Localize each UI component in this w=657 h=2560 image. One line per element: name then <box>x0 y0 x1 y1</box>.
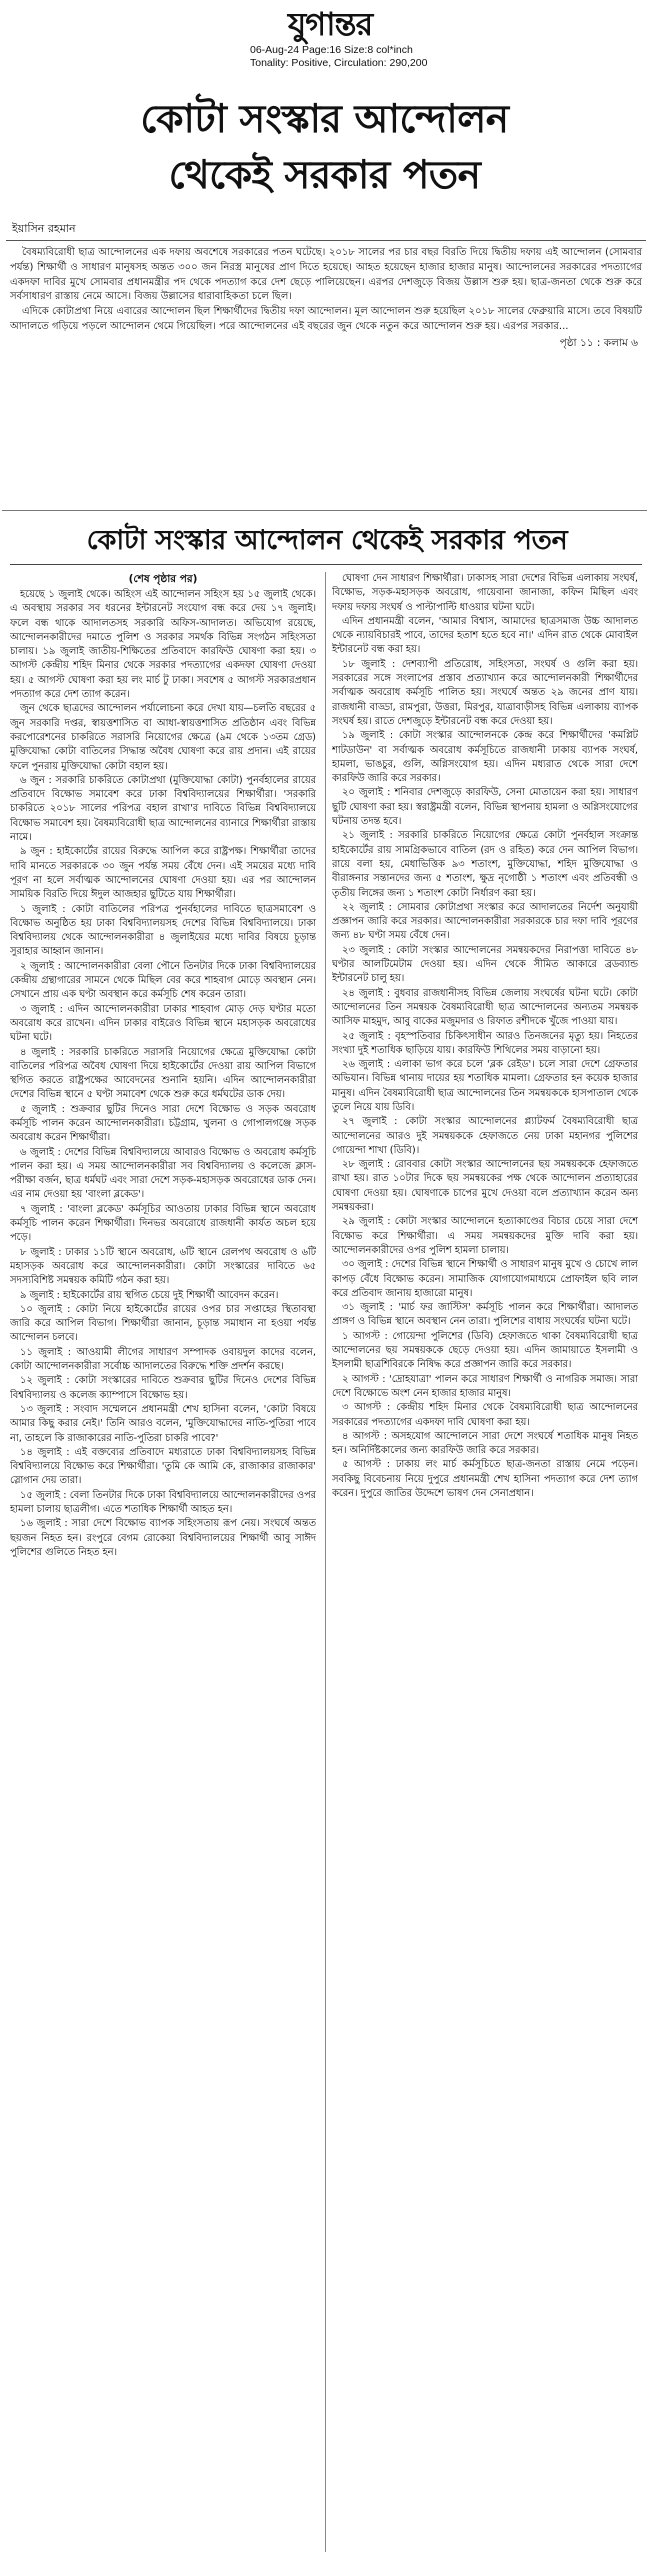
continued-label: (শেষ পৃষ্ঠার পর) <box>128 573 198 585</box>
article-paragraph: ২৪ জুলাই : বুধবার রাজধানীসহ বিভিন্ন জেলায় সংঘর্ষের ঘটনা ঘটে। কোটা আন্দোলনের তিন সমন্বয়ক বৈষম্যবিরোধী ছাত্র আন্দোলনের অন্যতম সমন্বয়ক আসিফ মাহমুদ, আবু বাকের মজুমদার ও রিফাত রশীদকে খুঁজে পাওয়া যায়। <box>332 987 638 1028</box>
article-paragraph: ১ জুলাই : কোটা বাতিলের পরিপত্র পুনর্বহালের দাবিতে ছাত্রসমাবেশ ও বিক্ষোভ অনুষ্ঠিত হয় ঢাকা বিশ্ববিদ্যালয়সহ দেশের বিভিন্ন বিশ্ববিদ্যালয়ে। ঢাকা বিশ্ববিদ্যালয় থেকে আন্দোলনকারীরা ৪ জুলাইয়ের মধ্যে দাবির বিষয়ে চূড়ান্ত সুরাহার আহ্বান জানান। <box>10 903 316 958</box>
article-paragraph: ৬ জুন : সরকারি চাকরিতে কোটাপ্রথা (মুক্তিযোদ্ধা কোটা) পুনর্বহালের রায়ের প্রতিবাদে বিক্ষোভ সমাবেশ করে ঢাকা বিশ্ববিদ্যালয়ের শিক্ষার্থীরা। 'সরকারি চাকরিতে ২০১৮ সালের পরিপত্র বহাল রাখা'র দাবিতে বিভিন্ন বিশ্ববিদ্যালয়ে বিক্ষোভ সমাবেশ হয়। বৈষম্যবিরোধী ছাত্র আন্দোলনের ব্যানারে শিক্ষার্থীরা রাস্তায় নামে। <box>10 774 316 844</box>
front-headline-line1: কোটা সংস্কার আন্দোলন <box>140 97 509 142</box>
article-paragraph: ৭ জুলাই : 'বাংলা ব্লকেড' কর্মসূচির আওতায় ঢাকার বিভিন্ন স্থানে অবরোধ কর্মসূচি পালন করেন শিক্ষার্থীরা। দিনভর অবরোধে রাজধানী কার্যত অচল হয়ে পড়ে। <box>10 1203 316 1244</box>
article-paragraph: ২২ জুলাই : সোমবার কোটাপ্রথা সংস্কার করে আদালতের নির্দেশ অনুযায়ী প্রজ্ঞাপন জারি করে সরকার। আন্দোলনকারীরা সরকারকে চার দফা দাবি পূরণের জন্য ৪৮ ঘণ্টা সময় বেঁধে দেন। <box>332 901 638 942</box>
front-lead-text <box>10 246 642 349</box>
article-column-right <box>332 572 638 2552</box>
continue-mark: পৃষ্ঠা ১১ : কলাম ৬ <box>559 336 638 349</box>
continuation-clip <box>2 520 647 2556</box>
front-headline-line2: থেকেই সরকার পতন <box>168 153 481 198</box>
front-paragraph: বৈষম্যবিরোধী ছাত্র আন্দোলনের এক দফায় অবশেষে সরকারের পতন ঘটেছে। ২০১৮ সালের পর চার বছর বিরতি দিয়ে দ্বিতীয় দফায় এই আন্দোলন (সোমবার পর্যন্ত) শিক্ষার্থী ও সাধারণ মানুষসহ অন্তত ৩০০ জন নিরস্ত্র মানুষের প্রাণ দিতে হয়েছে। আহত হয়েছেন হাজার হাজার মানুষ। আন্দোলনের সরকারের পদত্যাগের একদফা দাবির মুখে সোমবার প্রধানমন্ত্রীর পদ থেকে পদত্যাগ করে দেশ ছেড়ে পালিয়েছেন। এরপর দেশজুড়ে বিজয় উল্লাস শুরু হয়। ছাত্র-জনতা থেকে শুরু করে সর্বসাধারণ রাস্তায় নেমে আসে। বিজয় উল্লাসের ধারাবাহিকতা চলে ছিল। <box>10 247 642 303</box>
article-paragraph: ৯ জুলাই : হাইকোর্টের রায় স্থগিত চেয়ে দুই শিক্ষার্থী আবেদন করেন। <box>20 1289 279 1301</box>
article-paragraph: ২৫ জুলাই : বৃহস্পতিবার চিকিৎসাধীন আরও তিনজনের মৃত্যু হয়। নিহতের সংখ্যা দুই শতাধিক ছাড়িয়ে যায়। কারফিউ শিথিলের সময় বাড়ানো হয়। <box>332 1030 638 1056</box>
article-paragraph: ২ আগস্ট : 'দ্রোহযাত্রা' পালন করে সাধারণ শিক্ষার্থী ও নাগরিক সমাজ। সারা দেশে বিক্ষোভে অংশ নেন হাজার হাজার মানুষ। <box>332 1373 638 1399</box>
front-page-clip <box>2 92 647 511</box>
article-paragraph: এদিন প্রধানমন্ত্রী বলেন, 'আমার বিশ্বাস, আমাদের ছাত্রসমাজ উচ্চ আদালত থেকে ন্যায়বিচারই পাবে, তাদের হতাশ হতে হবে না।' এদিন রাত থেকে মোবাইল ইন্টারনেট বন্ধ করা হয়। <box>332 615 638 656</box>
article-paragraph: ২৩ জুলাই : কোটা সংস্কার আন্দোলনের সমন্বয়কদের নিরাপত্তা দাবিতে ৪৮ ঘণ্টার আলটিমেটাম দেওয়া হয়। এদিন থেকে সীমিত আকারে ব্রডব্যান্ড ইন্টারনেট চালু হয়। <box>332 944 638 985</box>
clipping-meta <box>250 44 510 70</box>
article-paragraph: ২৯ জুলাই : কোটা সংস্কার আন্দোলনে হত্যাকাণ্ডের বিচার চেয়ে সারা দেশে বিক্ষোভ করে শিক্ষার্থীরা। এ সময় সমন্বয়কদের মুক্তি দাবি করা হয়। আন্দোলনকারীদের ওপর পুলিশ হামলা চালায়। <box>332 1216 638 1256</box>
front-headline <box>30 92 620 204</box>
article-paragraph: ১৬ জুলাই : সারা দেশে বিক্ষোভ ব্যাপক সহিংসতায় রূপ নেয়। সংঘর্ষে অন্তত ছয়জন নিহত হন। রংপুরে বেগম রোকেয়া বিশ্ববিদ্যালয়ের শিক্ষার্থী আবু সাঈদ পুলিশের গুলিতে নিহত হন। <box>10 1518 316 1558</box>
clipping-meta-tonality: Tonality: Positive, Circulation: 290,200 <box>250 57 428 69</box>
divider <box>6 240 646 241</box>
article-paragraph: ২৬ জুলাই : এলাকা ভাগ করে চলে 'ব্লক রেইড'। চলে সারা দেশে গ্রেফতার অভিযান। বিভিন্ন থানায় দায়ের হয় শতাধিক মামলা। গ্রেফতার হন কয়েক হাজার মানুষ। এদিন বৈষম্যবিরোধী ছাত্র আন্দোলনের তিন সমন্বয়ককে হাসপাতাল থেকে তুলে নিয়ে যায় ডিবি। <box>332 1059 638 1113</box>
masthead <box>0 0 657 78</box>
article-paragraph: ২০ জুলাই : শনিবার দেশজুড়ে কারফিউ, সেনা মোতায়েন করা হয়। সাধারণ ছুটি ঘোষণা করা হয়। স্বরাষ্ট্রমন্ত্রী বলেন, বিভিন্ন স্থাপনায় হামলা ও অগ্নিসংযোগের ঘটনায় তদন্ত হবে। <box>332 787 638 828</box>
article-paragraph: ৪ জুলাই : সরকারি চাকরিতে সরাসরি নিয়োগের ক্ষেত্রে মুক্তিযোদ্ধা কোটা বাতিলের পরিপত্র অবৈধ ঘোষণা দিয়ে হাইকোর্টের দেওয়া রায় আপিল বিভাগে স্থগিত করতে রাষ্ট্রপক্ষের আবেদনের শুনানি হয়নি। এদিন আন্দোলনকারীরা দেশের বিভিন্ন স্থানে ৫ ঘণ্টা সমাবেশ থেকে শুরু করে ধর্মঘটের ডাক দেয়। <box>10 1046 316 1101</box>
article-paragraph: হয়েছে ১ জুলাই থেকে। অহিংস এই আন্দোলন সহিংস হয় ১৫ জুলাই থেকে। এ অবস্থায় সরকার সব ধরনের ইন্টারনেট সংযোগ বন্ধ করে দেয় ১৭ জুলাই। ফলে বন্ধ থাকে আদালতসহ সরকারি অফিস-আদালত। অভিযোগ রয়েছে, আন্দোলনকারীদের দমাতে পুলিশ ও সরকার সমর্থক বিভিন্ন সংগঠন সহিংসতা চালায়। ১৯ জুলাই জাতীয়-শিক্ষিতের প্রতিবাদে কারফিউ ঘোষণা করা হয়। ৩ আগস্ট কেন্দ্রীয় শহিদ মিনার থেকে সরকার পদত্যাগের একদফা ঘোষণা দেওয়া হয়। ৫ আগস্ট ঘোষণা করা হয় লং মার্চ টু ঢাকা। সবশেষ ৫ আগস্ট সরকারপ্রধান পদত্যাগ করে দেশ ত্যাগ করেন। <box>10 589 316 701</box>
article-paragraph: ৯ জুন : হাইকোর্টের রায়ের বিরুদ্ধে আপিল করে রাষ্ট্রপক্ষ। শিক্ষার্থীরা তাদের দাবি মানতে সরকারকে ৩০ জুন পর্যন্ত সময় বেঁধে দেন। এই সময়ের মধ্যে দাবি পূরণ না হলে সর্বাত্মক আন্দোলনের ঘোষণা দেওয়া হয়। এর পর আন্দোলন সাময়িক বিরতি দিয়ে ঈদুল আজহার ছুটিতে যায় শিক্ষার্থীরা। <box>10 846 316 901</box>
article-paragraph: ১২ জুলাই : কোটা সংস্কারের দাবিতে শুক্রবার ছুটির দিনেও দেশের বিভিন্ন বিশ্ববিদ্যালয় ও কলেজ ক্যাম্পাসে বিক্ষোভ হয়। <box>10 1375 316 1401</box>
article-paragraph: ৩০ জুলাই : দেশের বিভিন্ন স্থানে শিক্ষার্থী ও সাধারণ মানুষ মুখে ও চোখে লাল কাপড় বেঁধে বিক্ষোভ করেন। সামাজিক যোগাযোগমাধ্যমে প্রোফাইল ছবি লাল করে প্রতিবাদ জানায় হাজারো মানুষ। <box>332 1259 638 1299</box>
article-paragraph: ৩ জুলাই : এদিন আন্দোলনকারীরা ঢাকার শাহবাগ মোড় দেড় ঘণ্টার মতো অবরোধ করে রাখেন। এদিন ঢাকার বাইরেও বিভিন্ন স্থানে মহাসড়ক অবরোধের ঘটনা ঘটে। <box>10 1003 316 1044</box>
article-paragraph: ৫ জুলাই : শুক্রবার ছুটির দিনেও সারা দেশে বিক্ষোভ ও সড়ক অবরোধ কর্মসূচি পালন করেন আন্দোলনকারীরা। চট্টগ্রাম, খুলনা ও গোপালগঞ্জে সড়ক অবরোধ করেন শিক্ষার্থীরা। <box>10 1103 316 1144</box>
article-paragraph: ১৮ জুলাই : দেশব্যাপী প্রতিরোধ, সহিংসতা, সংঘর্ষ ও গুলি করা হয়। সরকারের সঙ্গে সংলাপের প্রস্তাব প্রত্যাখ্যান করে আন্দোলনকারী শিক্ষার্থীদের সর্বাত্মক অবরোধ কর্মসূচি পালিত হয়। সংঘর্ষে অন্তত ২৯ জনের প্রাণ যায়। রাজধানী বাড্ডা, রামপুরা, উত্তরা, মিরপুর, যাত্রাবাড়ীসহ বিভিন্ন এলাকায় ব্যাপক সংঘর্ষ হয়। রাতে দেশজুড়ে ইন্টারনেট বন্ধ করে দেওয়া হয়। <box>332 658 638 727</box>
article-paragraph: ঘোষণা দেন সাধারণ শিক্ষার্থীরা। ঢাকাসহ সারা দেশের বিভিন্ন এলাকায় সংঘর্ষ, বিক্ষোভ, সড়ক-মহাসড়ক অবরোধ, গায়েবানা জানাজা, কফিন মিছিল এবং দফায় দফায় সংঘর্ষ ও পাল্টাপাল্টি ধাওয়ার ঘটনা ঘটে। <box>332 573 638 613</box>
article-paragraph: জুন থেকে ছাত্রদের আন্দোলন পর্যালোচনা করে দেখা যায়—চলতি বছরের ৫ জুন সরকারি দপ্তর, স্বায়ত্তশাসিত বা আধা-স্বায়ত্তশাসিত প্রতিষ্ঠান এবং বিভিন্ন করপোরেশনের চাকরিতে সরাসরি নিয়োগের ক্ষেত্রে (৯ম থেকে ১৩তম গ্রেড) মুক্তিযোদ্ধা কোটা বাতিলের সিদ্ধান্ত অবৈধ ঘোষণা করে রায় প্রদান। এই রায়ের ফলে পুনরায় মুক্তিযোদ্ধা কোটা বহাল হয়। <box>10 703 316 772</box>
divider <box>10 564 642 565</box>
continuation-headline: কোটা সংস্কার আন্দোলন থেকেই সরকার পতন <box>86 525 568 556</box>
article-paragraph: ৫ আগস্ট : ঢাকায় লং মার্চ কর্মসূচিতে ছাত্র-জনতা রাস্তায় নেমে পড়েন। সবকিছু বিবেচনায় নিয়ে দুপুরে প্রধানমন্ত্রী শেখ হাসিনা পদত্যাগ করে দেশ ত্যাগ করেন। দুপুরে জাতির উদ্দেশে ভাষণ দেন সেনাপ্রধান। <box>332 1459 638 1499</box>
column-divider <box>325 572 326 2552</box>
article-paragraph: ২৭ জুলাই : কোটা সংস্কার আন্দোলনের প্ল্যাটফর্ম বৈষম্যবিরোধী ছাত্র আন্দোলনের আরও দুই সমন্বয়ককে হেফাজতে নেয় ঢাকা মহানগর পুলিশের গোয়েন্দা শাখা (ডিবি)। <box>332 1116 638 1156</box>
article-paragraph: ৬ জুলাই : দেশের বিভিন্ন বিশ্ববিদ্যালয়ে আবারও বিক্ষোভ ও অবরোধ কর্মসূচি পালন করা হয়। এ সময় আন্দোলনকারীরা সব বিশ্ববিদ্যালয় ও কলেজে ক্লাস-পরীক্ষা বর্জন, ছাত্র ধর্মঘট এবং সারা দেশে সড়ক-মহাসড়ক অবরোধের ডাক দেন। এর নাম দেওয়া হয় 'বাংলা ব্লকেড'। <box>10 1146 316 1201</box>
article-paragraph: ১১ জুলাই : আওয়ামী লীগের সাধারণ সম্পাদক ওবায়দুল কাদের বলেন, কোটা আন্দোলনকারীরা সর্বোচ্চ আদালতের বিরুদ্ধে শক্তি প্রদর্শন করছে। <box>10 1346 316 1373</box>
article-paragraph: ৪ আগস্ট : অসহযোগ আন্দোলনে সারা দেশে সংঘর্ষে শতাধিক মানুষ নিহত হন। অনির্দিষ্টকালের জন্য কারফিউ জারি করে সরকার। <box>332 1430 638 1457</box>
article-paragraph: ১৫ জুলাই : বেলা তিনটার দিকে ঢাকা বিশ্ববিদ্যালয়ে আন্দোলনকারীদের ওপর হামলা চালায় ছাত্রলীগ। এতে শতাধিক শিক্ষার্থী আহত হন। <box>10 1489 316 1515</box>
article-paragraph: ৮ জুলাই : ঢাকার ১১টি স্থানে অবরোধ, ৬টি স্থানে রেলপথ অবরোধ ও ৬টি মহাসড়ক অবরোধ করে আন্দোলনকারীরা। কোটা সংস্কারের দাবিতে ৬৫ সদস্যবিশিষ্ট সমন্বয়ক কমিটি গঠন করা হয়। <box>10 1246 316 1287</box>
byline: ইয়াসিন রহমান <box>12 222 76 235</box>
article-paragraph: ৩১ জুলাই : 'মার্চ ফর জাস্টিস' কর্মসূচি পালন করে শিক্ষার্থীরা। আদালত প্রাঙ্গণ ও বিভিন্ন স্থানে অবস্থান নেন তারা। পুলিশের বাধায় সংঘর্ষের ঘটনা ঘটে। <box>332 1302 638 1328</box>
newspaper-logo: যুগান্তর <box>287 5 373 43</box>
front-paragraph: এদিকে কোটাপ্রথা নিয়ে এবারের আন্দোলন ছিল শিক্ষার্থীদের দ্বিতীয় দফা আন্দোলন। মূল আন্দোলন শুরু হয়েছিল ২০১৮ সালের ফেব্রুয়ারি মাসে। তবে বিষয়টি আদালতে গড়িয়ে পড়লে আন্দোলন থেমে গিয়েছিল। পরে আন্দোলনের এই বছরের জুন থেকে নতুন করে আন্দোলন শুরু হয়। এরপর সরকার... <box>10 306 642 332</box>
article-paragraph: ১ আগস্ট : গোয়েন্দা পুলিশের (ডিবি) হেফাজতে থাকা বৈষম্যবিরোধী ছাত্র আন্দোলনের ছয় সমন্বয়ককে ছেড়ে দেওয়া হয়। এদিন জামায়াতে ইসলামী ও ইসলামী ছাত্রশিবিরকে নিষিদ্ধ করে প্রজ্ঞাপন জারি করে সরকার। <box>332 1330 638 1371</box>
article-paragraph: ২১ জুলাই : সরকারি চাকরিতে নিয়োগের ক্ষেত্রে কোটা পুনর্বহাল সংক্রান্ত হাইকোর্টের রায় সামগ্রিকভাবে বাতিল (রদ ও রহিত) করে দেন আপিল বিভাগ। রায়ে বলা হয়, মেধাভিত্তিক ৯৩ শতাংশ, মুক্তিযোদ্ধা, শহিদ মুক্তিযোদ্ধা ও বীরাঙ্গনার সন্তানদের জন্য ৫ শতাংশ, ক্ষুদ্র নৃগোষ্ঠী ১ শতাংশ এবং প্রতিবন্ধী ও তৃতীয় লিঙ্গের জন্য ১ শতাংশ কোটা নির্ধারণ করা হয়। <box>332 830 638 899</box>
article-paragraph: ১৩ জুলাই : সংবাদ সম্মেলনে প্রধানমন্ত্রী শেখ হাসিনা বলেন, 'কোটা বিষয়ে আমার কিছু করার নেই।' তিনি আরও বলেন, 'মুক্তিযোদ্ধাদের নাতি-পুতিরা পাবে না, তাহলে কি রাজাকারের নাতি-পুতিরা চাকরি পাবে?' <box>10 1403 316 1444</box>
article-paragraph: ২ জুলাই : আন্দোলনকারীরা বেলা পৌনে তিনটার দিকে ঢাকা বিশ্ববিদ্যালয়ের কেন্দ্রীয় গ্রন্থাগারের সামনে থেকে মিছিল বের করে শাহবাগ মোড়ে অবস্থান নেন। সেখানে প্রায় এক ঘণ্টা অবস্থান করে কর্মসূচি শেষ করেন তারা। <box>10 960 316 1001</box>
article-paragraph: ২৮ জুলাই : রোববার কোটা সংস্কার আন্দোলনের ছয় সমন্বয়ককে হেফাজতে রাখা হয়। রাত ১০টার দিকে ছয় সমন্বয়কের পক্ষ থেকে আন্দোলন প্রত্যাহারের ঘোষণা দেওয়া হয়। ঘোষণাকে চাপের মুখে দেওয়া বলে প্রত্যাখ্যান করেন অন্য সমন্বয়করা। <box>332 1159 638 1214</box>
article-column-left <box>10 572 316 2552</box>
article-paragraph: ৩ আগস্ট : কেন্দ্রীয় শহিদ মিনার থেকে বৈষম্যবিরোধী ছাত্র আন্দোলনের সরকারের পদত্যাগের একদফা দাবি ঘোষণা করা হয়। <box>332 1402 638 1428</box>
article-columns <box>10 572 644 2552</box>
clipping-meta-date: 06-Aug-24 Page:16 Size:8 col*inch <box>250 44 413 56</box>
article-paragraph: ১০ জুলাই : কোটা নিয়ে হাইকোর্টের রায়ের ওপর চার সপ্তাহের স্থিতাবস্থা জারি করে আপিল বিভাগ। শিক্ষার্থীরা জানান, চূড়ান্ত সমাধান না হওয়া পর্যন্ত আন্দোলন চলবে। <box>10 1303 316 1344</box>
article-paragraph: ১৪ জুলাই : এই বক্তব্যের প্রতিবাদে মধ্যরাতে ঢাকা বিশ্ববিদ্যালয়সহ বিভিন্ন বিশ্ববিদ্যালয়ে বিক্ষোভ করে শিক্ষার্থীরা। 'তুমি কে আমি কে, রাজাকার রাজাকার' স্লোগান দেয় তারা। <box>10 1446 316 1487</box>
article-paragraph: ১৯ জুলাই : কোটা সংস্কার আন্দোলনকে কেন্দ্র করে শিক্ষার্থীদের 'কমপ্লিট শাটডাউন' বা সর্বাত্মক অবরোধ কর্মসূচিতে রাজধানী ঢাকায় ব্যাপক সংঘর্ষ, হামলা, ভাঙচুর, গুলি, অগ্নিসংযোগ হয়। এদিন মধ্যরাত থেকে সারা দেশে কারফিউ জারি করে সরকার। <box>332 730 638 785</box>
